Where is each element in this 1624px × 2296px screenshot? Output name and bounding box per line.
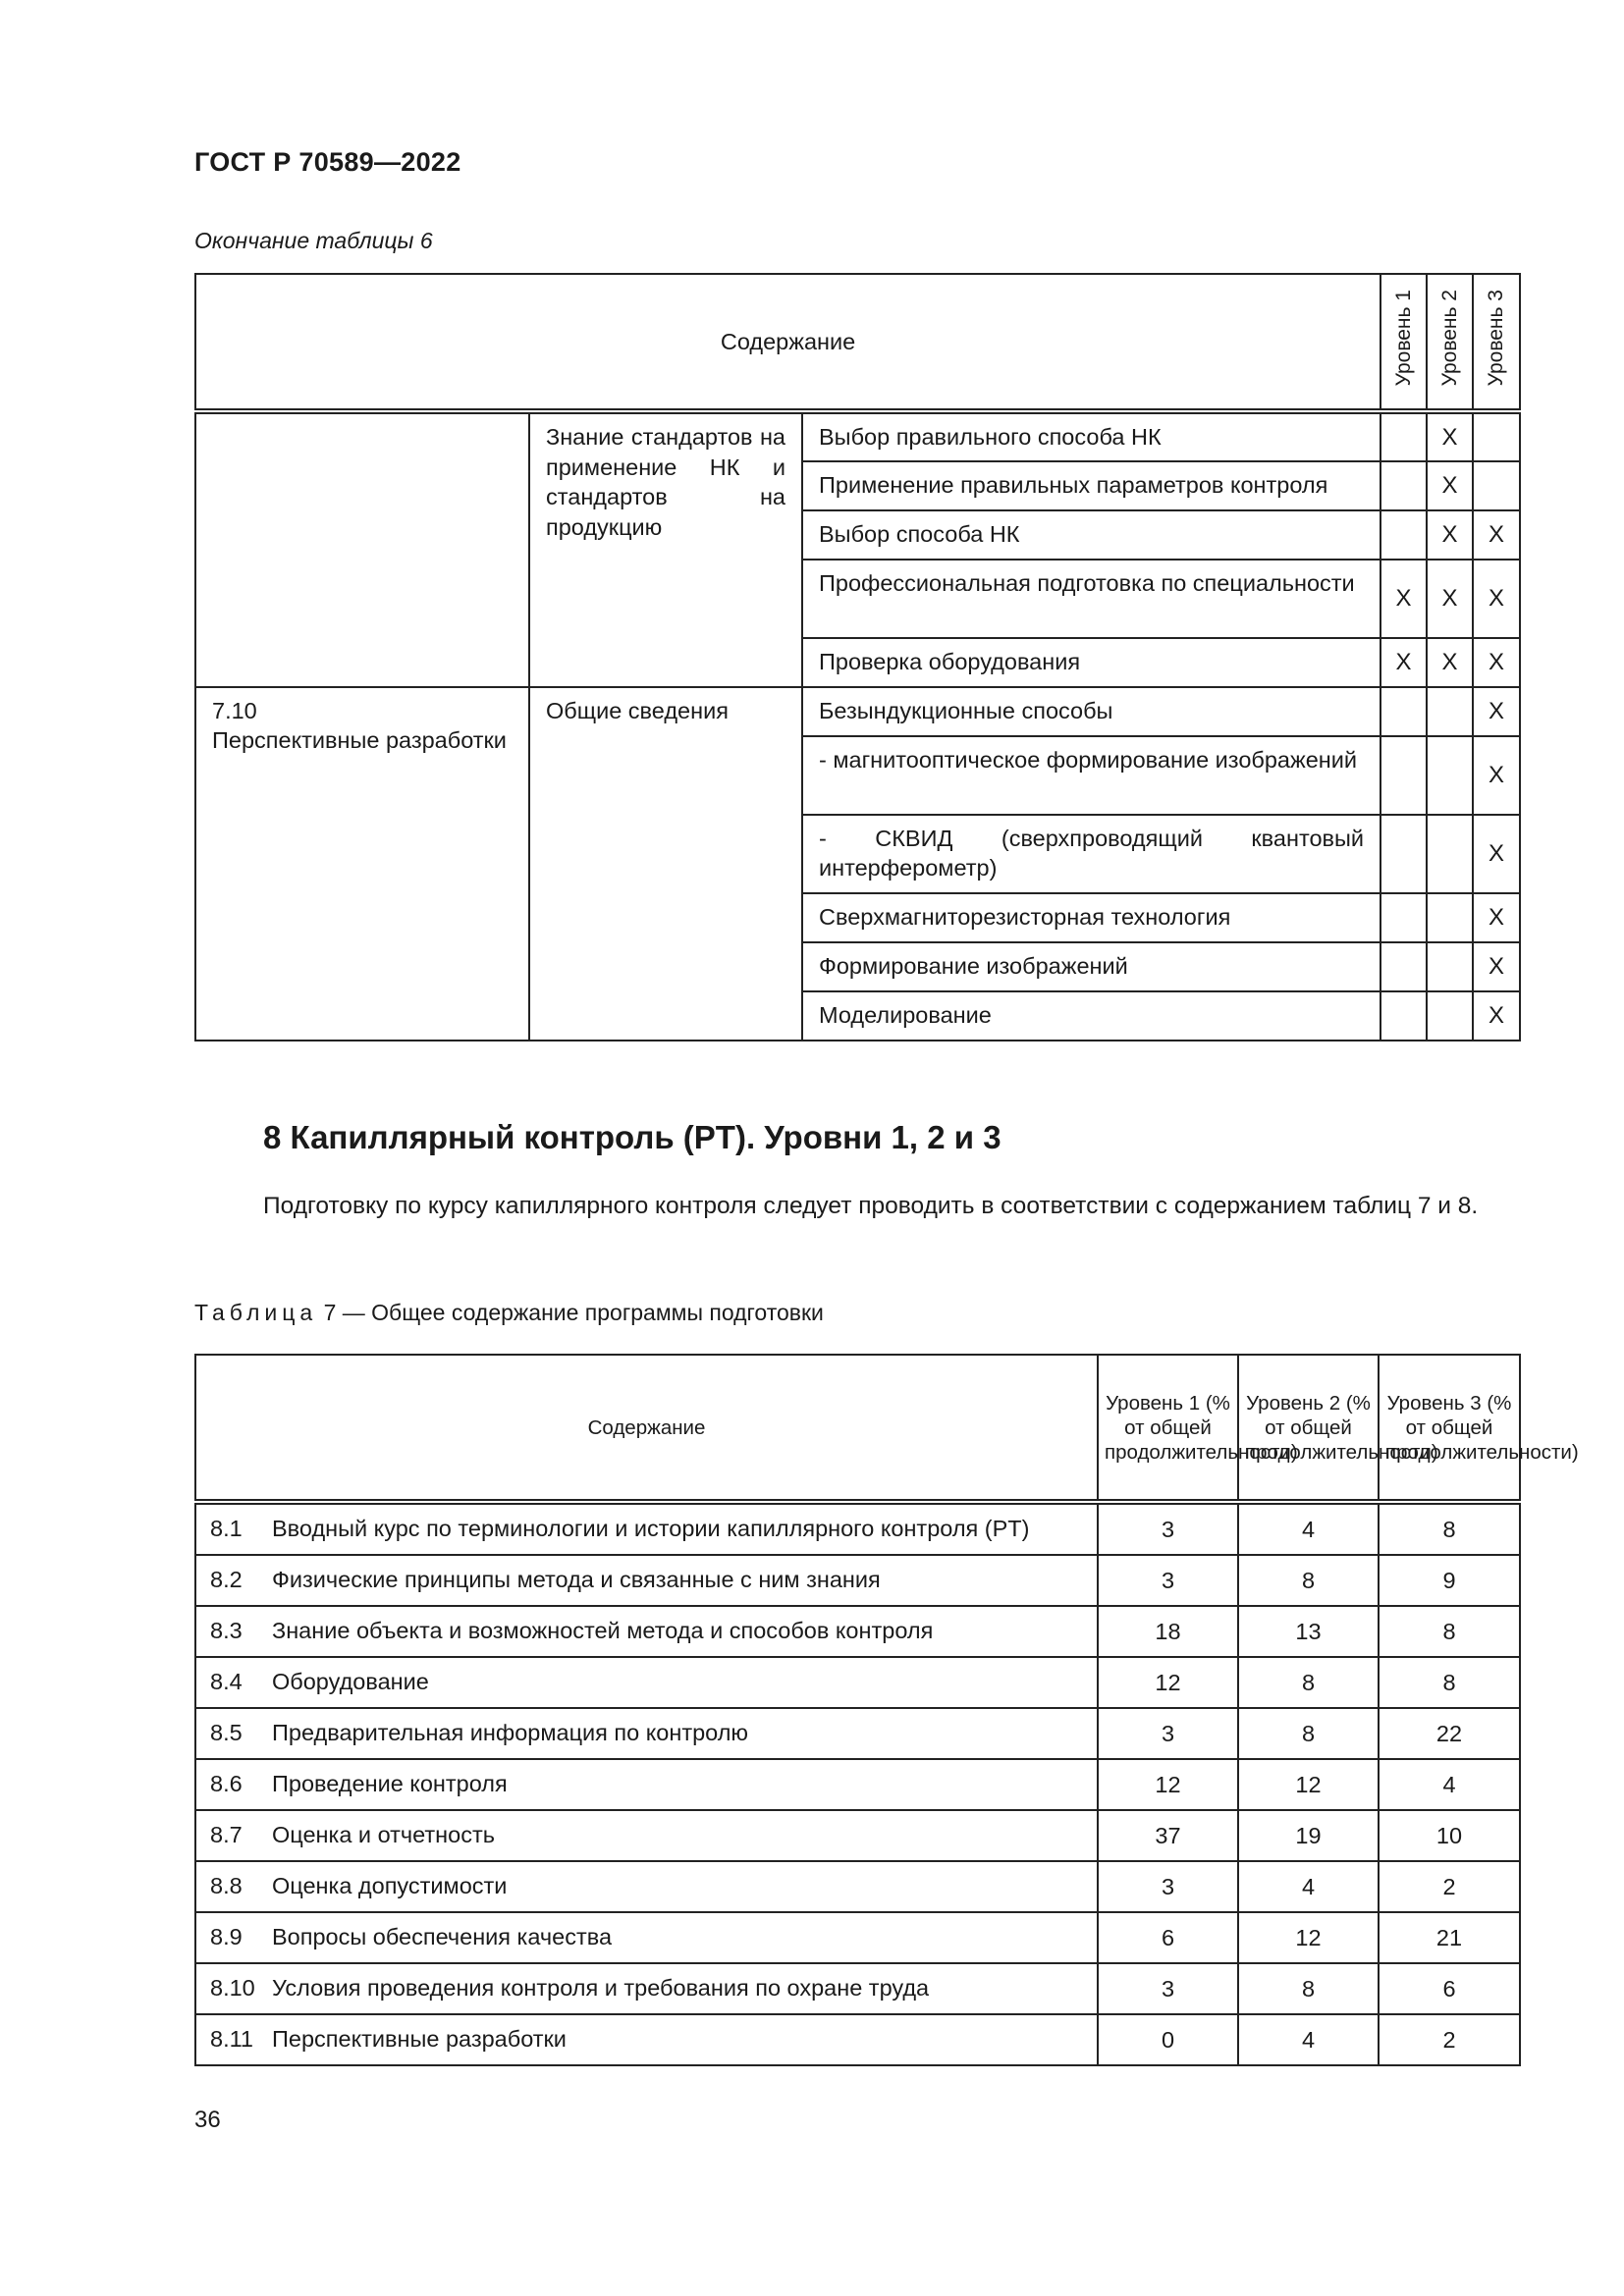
level-mark: X [1473,638,1520,687]
table-row [195,1708,1520,1759]
level-mark: X [1427,560,1473,638]
level-mark: X [1427,461,1473,510]
level1-percent: 3 [1098,1708,1238,1759]
table7-head-level3: Уровень 3 (% от общей продолжительности) [1379,1355,1520,1502]
level2-percent: 8 [1238,1963,1379,2014]
level2-percent: 12 [1238,1912,1379,1963]
row-number: 8.11 [195,2014,272,2065]
row-number: 8.7 [195,1810,272,1861]
level-mark: X [1427,638,1473,687]
table6-subtopic-general: Общие сведения [529,687,802,1041]
level-mark [1427,815,1473,893]
table6-head-level2: Уровень 2 [1427,274,1473,411]
level-mark [1380,461,1427,510]
table7-caption-text: 7 — Общее содержание программы подготовки [317,1300,824,1325]
level-mark: X [1380,638,1427,687]
table7-caption-label: Таблица [194,1300,318,1325]
level1-percent: 12 [1098,1759,1238,1810]
row-title: Знание объекта и возможностей метода и способов контроля [272,1606,1098,1657]
level1-percent: 6 [1098,1912,1238,1963]
level-mark [1380,815,1427,893]
level2-percent: 4 [1238,1861,1379,1912]
section-8-title: 8 Капиллярный контроль (PT). Уровни 1, 2 и 3 [263,1119,1001,1155]
table-row-item: Применение правильных параметров контроля [802,461,1380,510]
document-header: ГОСТ Р 70589—2022 [194,147,461,177]
level-mark: X [1473,893,1520,942]
level3-percent: 9 [1379,1555,1520,1606]
table-row [195,1606,1520,1657]
row-title: Предварительная информация по контролю [272,1708,1098,1759]
row-title: Физические принципы метода и связанные с ним знания [272,1555,1098,1606]
table-row [195,1502,1520,1555]
table-row [195,1912,1520,1963]
row-number: 8.6 [195,1759,272,1810]
topic-number: 7.10 [212,697,257,723]
level1-percent: 3 [1098,1502,1238,1555]
level-mark [1380,942,1427,991]
level3-percent: 2 [1379,2014,1520,2065]
row-number: 8.4 [195,1657,272,1708]
level-mark: X [1473,736,1520,815]
table-row [195,1861,1520,1912]
row-number: 8.10 [195,1963,272,2014]
level-mark [1380,893,1427,942]
row-number: 8.1 [195,1502,272,1555]
level1-percent: 3 [1098,1861,1238,1912]
table6-head-level3: Уровень 3 [1473,274,1520,411]
level-mark [1380,736,1427,815]
row-title: Оценка допустимости [272,1861,1098,1912]
level3-percent: 8 [1379,1657,1520,1708]
section-8-paragraph: Подготовку по курсу капиллярного контроля следует проводить в соответствии с содержанием таблиц 7 и 8. [263,1193,1479,1219]
table-7 [194,1354,1579,2066]
table-row [195,1810,1520,1861]
row-title: Перспективные разработки [272,2014,1098,2065]
table-row-item: Формирование изображений [802,942,1380,991]
level3-percent: 6 [1379,1963,1520,2014]
row-title: Оборудование [272,1657,1098,1708]
table-row [195,1759,1520,1810]
level-mark: X [1427,411,1473,461]
level3-percent: 10 [1379,1810,1520,1861]
table-row [195,1555,1520,1606]
level-mark: X [1473,687,1520,736]
table7-caption [194,1300,824,1326]
level2-percent: 4 [1238,1502,1379,1555]
level3-percent: 2 [1379,1861,1520,1912]
table-row-item: - СКВИД (сверхпроводящий квантовый интерферометр) [802,815,1380,893]
level2-percent: 4 [1238,2014,1379,2065]
level-mark [1380,510,1427,560]
table6-subtopic-standards: Знание стандартов на применение НК и стандартов на продукцию [529,411,802,687]
table-row-item: Безындукционные способы [802,687,1380,736]
level-mark: X [1473,942,1520,991]
row-number: 8.3 [195,1606,272,1657]
level1-percent: 18 [1098,1606,1238,1657]
level-mark [1427,687,1473,736]
row-number: 8.8 [195,1861,272,1912]
table-row-item: - магнитооптическое формирование изображений [802,736,1380,815]
table7-head-level2: Уровень 2 (% от общей продолжительности) [1238,1355,1379,1502]
row-title: Проведение контроля [272,1759,1098,1810]
table6-head-content: Содержание [195,274,1380,411]
table-row-item: Выбор способа НК [802,510,1380,560]
level2-percent: 13 [1238,1606,1379,1657]
level-mark: X [1473,815,1520,893]
level2-percent: 12 [1238,1759,1379,1810]
table-row-item: Моделирование [802,991,1380,1041]
table-row-item: Проверка оборудования [802,638,1380,687]
level2-percent: 8 [1238,1708,1379,1759]
level-mark [1473,461,1520,510]
level-mark [1427,942,1473,991]
row-title: Вводный курс по терминологии и истории капиллярного контроля (PT) [272,1502,1098,1555]
table7-head-content: Содержание [195,1355,1098,1502]
table7-head-level1: Уровень 1 (% от общей продолжительности) [1098,1355,1238,1502]
level-mark [1427,991,1473,1041]
row-number: 8.5 [195,1708,272,1759]
level3-percent: 4 [1379,1759,1520,1810]
level3-percent: 22 [1379,1708,1520,1759]
table-row [195,1657,1520,1708]
level1-percent: 0 [1098,2014,1238,2065]
level1-percent: 37 [1098,1810,1238,1861]
topic-title: Перспективные разработки [212,727,507,754]
level1-percent: 3 [1098,1963,1238,2014]
level2-percent: 19 [1238,1810,1379,1861]
level3-percent: 8 [1379,1606,1520,1657]
table-row [195,2014,1520,2065]
row-title: Условия проведения контроля и требования по охране труда [272,1963,1098,2014]
level-mark [1427,893,1473,942]
level1-percent: 12 [1098,1657,1238,1708]
level-mark [1380,687,1427,736]
row-number: 8.2 [195,1555,272,1606]
level3-percent: 8 [1379,1502,1520,1555]
level-mark: X [1473,560,1520,638]
table6-empty-topic [195,411,529,687]
table6-topic-7-10 [195,687,529,1041]
level2-percent: 8 [1238,1555,1379,1606]
level-mark: X [1427,510,1473,560]
row-title: Вопросы обеспечения качества [272,1912,1098,1963]
level3-percent: 21 [1379,1912,1520,1963]
level-mark [1427,736,1473,815]
table-6-continuation [194,273,1521,1041]
table-row-item: Выбор правильного способа НК [802,411,1380,461]
level-mark [1380,991,1427,1041]
page-number: 36 [194,2107,221,2133]
level2-percent: 8 [1238,1657,1379,1708]
table-row-item: Профессиональная подготовка по специальности [802,560,1380,638]
table6-continuation-caption: Окончание таблицы 6 [194,228,433,253]
level-mark [1380,411,1427,461]
row-number: 8.9 [195,1912,272,1963]
level-mark: X [1473,510,1520,560]
table6-head-level1: Уровень 1 [1380,274,1427,411]
level-mark [1473,411,1520,461]
table-row [195,1963,1520,2014]
table-row-item: Сверхмагниторезисторная технология [802,893,1380,942]
row-title: Оценка и отчетность [272,1810,1098,1861]
level-mark: X [1380,560,1427,638]
level1-percent: 3 [1098,1555,1238,1606]
level-mark: X [1473,991,1520,1041]
